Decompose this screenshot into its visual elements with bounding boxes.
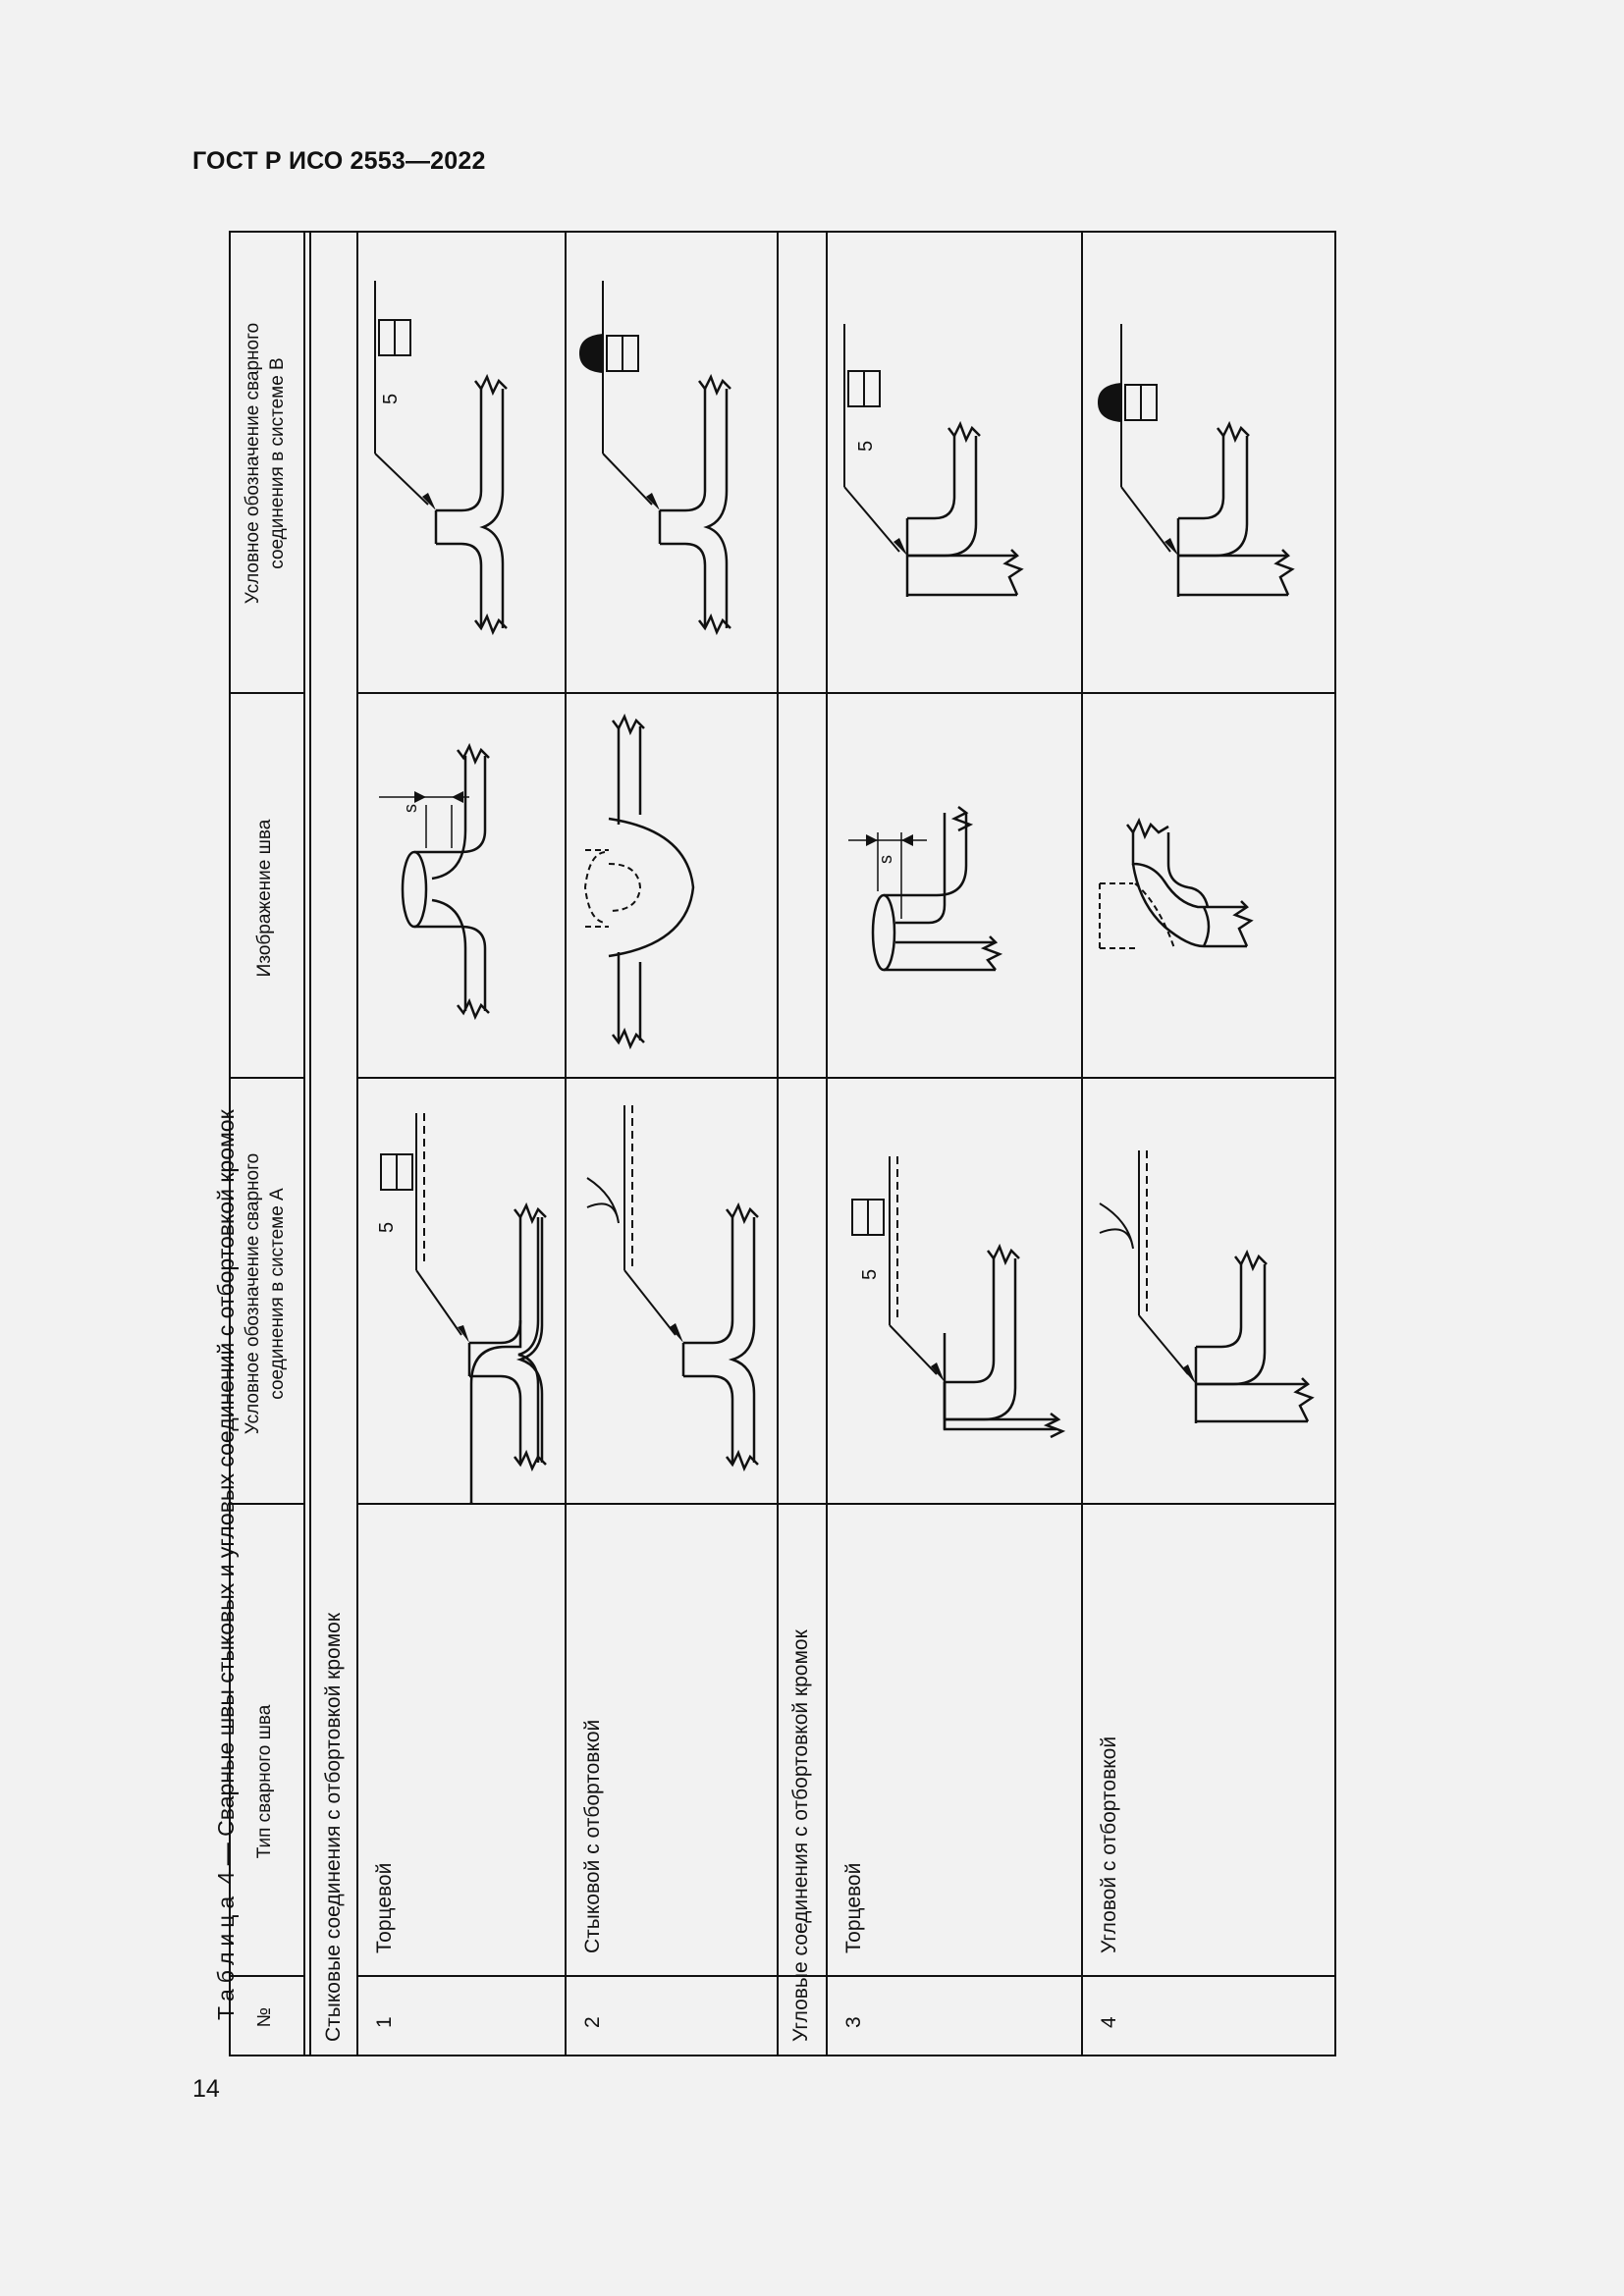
row1-b-dim-label: 5 [380,393,402,404]
row3-symbol-a-drawing [852,1156,1062,1437]
row3-num: 3 [842,2016,865,2028]
row1-symbol-b-drawing [375,281,507,632]
row3-symbol-b-drawing [844,324,1021,597]
row3-a-dim-label: 5 [859,1268,881,1280]
row4-symbol-b-drawing [1121,324,1292,597]
row4-a-arrowhead [1182,1364,1196,1384]
group-label-butt: Стыковые соединения с отбортовкой кромок [322,1612,345,2042]
row2-b-weld-bead [579,334,603,373]
row3-b-dim-label: 5 [855,440,877,452]
page-number: 14 [192,2075,220,2103]
row2-type: Стыковой с отбортовкой [581,1719,604,1953]
row3-image-arrow-left [866,834,878,846]
col-header-type: Тип сварного шва [254,1704,275,1859]
row3-image-s-label: s [876,855,895,864]
row1-image-arrow-right [452,791,463,803]
col-header-symbol-a: Условное обозначение сварного соединения в системе A [243,1152,288,1435]
row2-num: 2 [581,2016,604,2028]
document-header: ГОСТ Р ИСО 2553—2022 [192,147,486,175]
caption-text: 4 — Сварные швы стыковых и угловых соединений с отбортовкой кромок [213,1109,239,1891]
row4-num: 4 [1098,2016,1120,2028]
col-header-symbol-b: Условное обозначение сварного соединения в системе B [243,322,288,605]
group-label-corner: Угловые соединения с отбортовкой кромок [789,1629,812,2042]
row2-image-drawing [585,717,693,1046]
row1-image-drawing [379,746,489,1017]
row3-type: Торцевой [842,1862,865,1953]
row2-a-arrowhead [670,1323,683,1343]
row4-image-drawing [1100,821,1251,948]
col-header-image: Изображение шва [254,819,275,978]
caption-prefix: Таблица [213,1890,239,2020]
row1-image-s-label: s [401,804,420,813]
row1-image-arrow-left [414,791,426,803]
row1-a-dim-label: 5 [376,1221,398,1233]
row3-a-arrowhead [931,1362,945,1382]
row4-type: Угловой с отбортовкой [1098,1735,1120,1953]
row1-type: Торцевой [373,1862,396,1953]
row3-image-arrow-right [901,834,913,846]
row2-symbol-b-drawing [603,281,731,632]
row4-symbol-a-drawing [1100,1150,1312,1423]
row3-image-drawing [848,807,1000,970]
row2-symbol-a-drawing [587,1105,758,1468]
table-grid [230,232,1335,2056]
row4-b-weld-bead [1098,383,1121,422]
row1-symbol-a-drawing [381,1113,546,1504]
col-header-num: № [254,2006,275,2028]
row1-num: 1 [373,2016,396,2028]
row1-a-arrowhead [458,1325,469,1343]
